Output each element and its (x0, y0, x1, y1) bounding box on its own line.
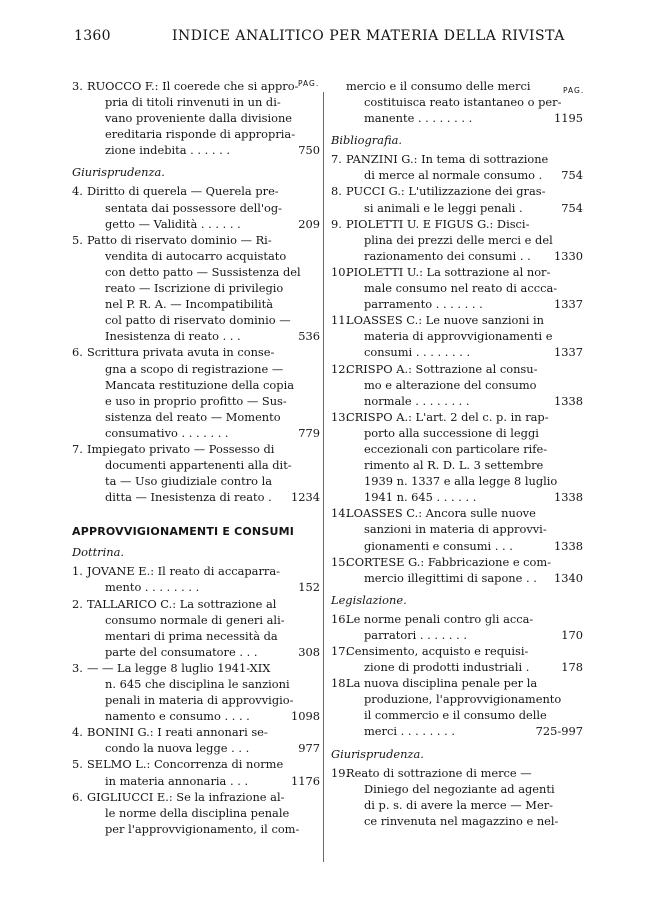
index-entry (331, 151, 583, 183)
entry-number: 6. (72, 789, 83, 804)
index-entry (331, 554, 583, 586)
section-bibliografia: Bibliografia. (331, 133, 402, 148)
entry-number: 16. (331, 611, 350, 626)
page-reference: 1234 (291, 490, 320, 505)
entry-number: 11. (331, 313, 350, 328)
entry-line: mento . . . . . . . . (105, 580, 200, 595)
entry-line: getto — Validità . . . . . . (105, 216, 241, 231)
entry-line: Diritto di querela — Querela pre- (87, 184, 279, 199)
index-entry (331, 409, 583, 506)
page-reference: 1176 (291, 773, 320, 788)
entry-line: manente . . . . . . . . (364, 111, 473, 126)
index-entry (331, 264, 583, 312)
entry-line: si animali e le leggi penali . (364, 200, 523, 215)
entry-line: reato — Iscrizione di privilegio (105, 281, 284, 296)
entry-number: 18. (331, 676, 350, 691)
entry-number: 5. (72, 757, 83, 772)
entry-line: normale . . . . . . . . (364, 393, 470, 408)
entry-number: 19. (331, 765, 350, 780)
page-reference: 779 (298, 425, 320, 440)
entry-number: 8. (331, 184, 342, 199)
page-reference: 178 (561, 660, 583, 675)
entry-line: CRISPO A.: L'art. 2 del c. p. in rap- (346, 409, 549, 424)
entry-line: col patto di riservato dominio — (105, 313, 291, 328)
entry-line: — — La legge 8 luglio 1941-XIX (87, 660, 271, 675)
index-entry (72, 78, 320, 158)
entry-line: CRISPO A.: Sottrazione al consu- (346, 361, 538, 376)
entry-line: penali in materia di approvvigio- (105, 693, 294, 708)
entry-line: ditta — Inesistenza di reato . (105, 490, 272, 505)
index-entry (72, 660, 320, 724)
entry-line: con detto patto — Sussistenza del (105, 264, 301, 279)
index-entry (72, 724, 320, 756)
entry-line: PUCCI G.: L'utilizzazione dei gras- (346, 184, 546, 199)
entry-line: zione di prodotti industriali . (364, 660, 530, 675)
entry-number: 4. (72, 725, 83, 740)
entry-line: ce rinvenuta nel magazzino e nel- (364, 813, 559, 828)
entry-line: La nuova disciplina penale per la (346, 676, 538, 691)
index-entry (72, 183, 320, 231)
entry-line: condo la nuova legge . . . (105, 741, 250, 756)
index-entry (331, 765, 583, 829)
entry-line: per l'approvvigionamento, il com- (105, 821, 300, 836)
page-reference: 1337 (554, 345, 583, 360)
left-entries-a (72, 78, 320, 158)
entry-number: 13. (331, 409, 350, 424)
entry-line: LOASSES C.: Le nuove sanzioni in (346, 313, 544, 328)
entry-line: il commercio e il consumo delle (364, 708, 547, 723)
entry-line: PIOLETTI U. E FIGUS G.: Disci- (346, 216, 530, 231)
pag-label-left: PAG. (298, 79, 320, 88)
entry-line: sistenza del reato — Momento (105, 409, 281, 424)
page-number: 1360 (74, 28, 111, 44)
entry-line: PANZINI G.: In tema di sottrazione (346, 152, 549, 167)
entry-line: le norme della disciplina penale (105, 805, 290, 820)
entry-line: Diniego del negoziante ad agenti (364, 781, 555, 796)
entry-number: 5. (72, 232, 83, 247)
entry-number: 7. (331, 152, 342, 167)
entry-number: 14. (331, 506, 350, 521)
index-entry (72, 344, 320, 441)
entry-line: rimento al R. D. L. 3 settembre (364, 458, 544, 473)
entry-line: JOVANE E.: Il reato di accaparra- (87, 564, 280, 579)
entry-line: 1941 n. 645 . . . . . . (364, 490, 477, 505)
page-reference: 170 (561, 627, 583, 642)
page-reference: 1195 (554, 111, 583, 126)
index-entry (331, 361, 583, 409)
right-continuation (331, 78, 583, 126)
page-reference: 152 (298, 580, 320, 595)
index-entry (72, 756, 320, 788)
section-heading: APPROVVIGIONAMENTI E CONSUMI (72, 525, 295, 539)
entry-number: 15. (331, 554, 350, 569)
entry-line: CORTESE G.: Fabbricazione e com- (346, 554, 552, 569)
entry-line: Scrittura privata avuta in conse- (87, 345, 275, 360)
entry-line: namento e consumo . . . . (105, 709, 250, 724)
entry-line: eccezionali con particolare rife- (364, 441, 548, 456)
entry-line: n. 645 che disciplina le sanzioni (105, 677, 290, 691)
entry-number: 7. (72, 441, 83, 456)
entry-line: pria di titoli rinvenuti in un di- (105, 95, 281, 110)
index-entry (331, 505, 583, 553)
left-column (72, 78, 320, 837)
entry-line: Mancata restituzione della copia (105, 377, 295, 392)
entry-line: Le norme penali contro gli acca- (346, 611, 534, 626)
index-entry (72, 596, 320, 660)
page-reference: 1330 (554, 248, 583, 263)
pag-label-right: PAG. (563, 86, 585, 95)
entry-line: consumativo . . . . . . . (105, 425, 229, 440)
page-reference: 750 (298, 143, 320, 158)
entry-line: consumi . . . . . . . . (364, 345, 471, 360)
section-giurisprudenza-right: Giurisprudenza. (331, 746, 424, 761)
index-entry (72, 563, 320, 595)
page-reference: 754 (561, 200, 583, 215)
entry-line: di p. s. di avere la merce — Mer- (364, 797, 553, 812)
entry-line: zione indebita . . . . . . (105, 143, 230, 158)
entry-number: 1. (72, 564, 83, 579)
entry-line: mercio e il consumo delle merci (346, 79, 531, 93)
entry-line: documenti appartenenti alla dit- (105, 458, 292, 473)
entry-number: 6. (72, 345, 83, 360)
right-entries-b (331, 611, 583, 740)
entry-number: 3. (72, 660, 83, 675)
entry-line: materia di approvvigionamenti e (364, 329, 553, 344)
index-entry (331, 216, 583, 264)
entry-number: 2. (72, 596, 83, 611)
entry-line: GIGLIUCCI E.: Se la infrazione al- (87, 789, 285, 804)
entry-number: 4. (72, 184, 83, 199)
section-giurisprudenza-left: Giurisprudenza. (72, 165, 165, 180)
left-entries-b (72, 183, 320, 505)
entry-line: sanzioni in materia di approvvi- (364, 522, 547, 537)
entry-line: razionamento dei consumi . . (364, 248, 531, 263)
entry-line: RUOCCO F.: Il coerede che si appro- (87, 79, 299, 93)
entry-line: gionamenti e consumi . . . (364, 538, 513, 553)
page-reference: 1338 (554, 490, 583, 505)
page-reference: 1337 (554, 297, 583, 312)
page-reference: 1338 (554, 393, 583, 408)
index-entry (72, 441, 320, 505)
page-reference: 1098 (291, 709, 320, 724)
page-reference: 308 (298, 644, 320, 659)
entry-line: produzione, l'approvvigionamento (364, 692, 562, 707)
entry-line: LOASSES C.: Ancora sulle nuove (346, 506, 536, 521)
page-reference: 1338 (554, 538, 583, 553)
running-title: INDICE ANALITICO PER MATERIA DELLA RIVISTA (172, 28, 565, 44)
entry-line: mercio illegittimi di sapone . . (364, 570, 537, 585)
entry-number: 10. (331, 264, 350, 279)
index-entry (72, 789, 320, 837)
entry-line: gna a scopo di registrazione — (105, 361, 284, 376)
page-reference: 977 (298, 741, 320, 756)
entry-line: nel P. R. A. — Incompatibilità (105, 297, 273, 312)
entry-line: parramento . . . . . . . (364, 297, 483, 312)
index-entry (72, 232, 320, 345)
page-reference: 1340 (554, 570, 583, 585)
entry-line: vendita di autocarro acquistato (105, 248, 287, 263)
left-entries-c (72, 563, 320, 837)
entry-line: BONINI G.: I reati annonari se- (87, 725, 268, 740)
entry-line: mo e alterazione del consumo (364, 377, 537, 392)
entry-number: 3. (72, 79, 83, 93)
entry-line: SELMO L.: Concorrenza di norme (87, 757, 284, 772)
entry-line: parte del consumatore . . . (105, 644, 258, 659)
entry-line: consumo normale di generi ali- (105, 612, 285, 627)
entry-number: 17. (331, 644, 350, 658)
entry-line: 1939 n. 1337 e alla legge 8 luglio (364, 474, 558, 489)
right-entries-c (331, 765, 583, 829)
entry-line: ereditaria risponde di appropria- (105, 127, 296, 142)
index-entry (331, 643, 583, 675)
entry-line: merci . . . . . . . . (364, 724, 455, 739)
right-entries-a (331, 151, 583, 586)
entry-line: Reato di sottrazione di merce — (346, 765, 532, 780)
index-entry (331, 312, 583, 360)
entry-line: plina dei prezzi delle merci e del (364, 232, 553, 247)
entry-line: ta — Uso giudiziale contro la (105, 474, 273, 489)
entry-line: Censimento, acquisto e requisi- (346, 644, 529, 658)
entry-line: vano proveniente dalla divisione (105, 111, 293, 126)
column-divider (323, 92, 324, 862)
entry-line: PIOLETTI U.: La sottrazione al nor- (346, 264, 551, 279)
section-legislazione: Legislazione. (331, 592, 407, 607)
right-column (331, 78, 583, 829)
page-reference: 725-997 (535, 724, 583, 739)
page-reference: 536 (298, 329, 320, 344)
entry-number: 9. (331, 216, 342, 231)
index-entry (331, 611, 583, 643)
entry-line: di merce al normale consumo . (364, 168, 543, 183)
index-entry (331, 78, 583, 126)
entry-line: e uso in proprio profitto — Sus- (105, 393, 287, 408)
entry-line: male consumo nel reato di accca- (364, 281, 558, 296)
entry-line: Inesistenza di reato . . . (105, 329, 241, 344)
entry-line: porto alla successione di leggi (364, 425, 539, 440)
entry-line: costituisca reato istantaneo o per- (364, 95, 562, 110)
entry-line: in materia annonaria . . . (105, 773, 249, 788)
page-reference: 209 (298, 216, 320, 231)
entry-line: Impiegato privato — Possesso di (87, 441, 275, 456)
entry-line: TALLARICO C.: La sottrazione al (87, 596, 277, 611)
entry-line: parratori . . . . . . . (364, 627, 467, 642)
entry-line: mentari di prima necessità da (105, 628, 278, 643)
index-entry (331, 183, 583, 215)
entry-number: 12. (331, 361, 350, 376)
index-entry (331, 675, 583, 739)
section-dottrina: Dottrina. (72, 545, 124, 560)
entry-line: Patto di riservato dominio — Ri- (87, 232, 272, 247)
entry-line: sentata dai possessore dell'og- (105, 200, 283, 215)
page-reference: 754 (561, 168, 583, 183)
